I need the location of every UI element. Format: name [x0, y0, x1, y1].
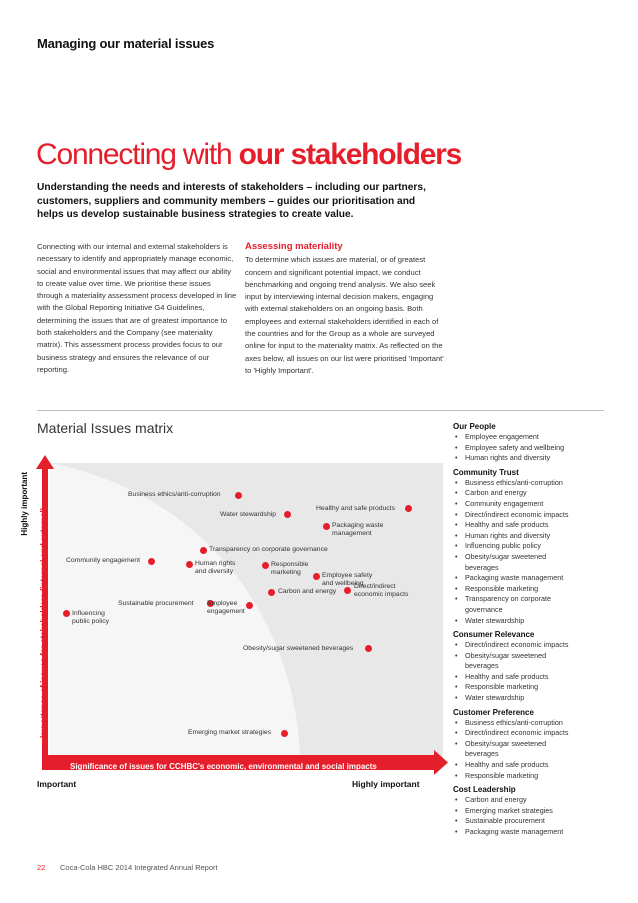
point-marker: [323, 523, 330, 530]
legend-item: • Direct/indirect economic impacts: [453, 640, 628, 651]
page-headline: [36, 138, 461, 172]
legend-item: • Responsible marketing: [453, 771, 628, 782]
legend-item: • Community engagement: [453, 499, 628, 510]
point-label: Human rights and diversity: [195, 560, 236, 576]
point-marker: [186, 561, 193, 568]
legend-item: • Human rights and diversity: [453, 531, 628, 542]
legend-heading-cost-leadership: Cost Leadership: [453, 785, 516, 795]
point-marker: [281, 730, 288, 737]
point-label: Direct/indirect economic impacts: [354, 583, 409, 599]
legend-item: • Influencing public policy: [453, 541, 628, 552]
legend-item: • Transparency on corporate governance: [453, 594, 563, 615]
point-label: Employee engagement: [207, 600, 245, 616]
intro-paragraph: Understanding the needs and interests of stakeholders – including our partners, customers, suppliers and community members – guides our prioritisation and helps us develop sustainable business strategies to create value.: [37, 182, 426, 220]
legend-item: • Water stewardship: [453, 693, 628, 704]
legend-list-consumer-relevance: [453, 640, 628, 704]
legend-heading-community-trust: Community Trust: [453, 467, 519, 477]
headline-bold: our stakeholders: [238, 138, 462, 171]
point-marker: [284, 511, 291, 518]
point-marker: [405, 505, 412, 512]
legend-item: • Water stewardship: [453, 616, 628, 627]
legend-heading-consumer-relevance: Consumer Relevance: [453, 630, 535, 640]
legend-item: • Business ethics/anti-corruption: [453, 718, 628, 729]
point-label: Business ethics/anti-corruption: [128, 491, 221, 498]
point-marker: [313, 573, 320, 580]
point-label: Healthy and safe products: [316, 505, 395, 512]
legend-item: • Healthy and safe products: [453, 520, 628, 531]
page-number: 22: [37, 863, 46, 872]
point-marker: [148, 558, 155, 565]
legend-list-our-people: [453, 432, 628, 464]
point-marker: [246, 602, 253, 609]
legend-item: • Obesity/sugar sweetened beverages: [453, 651, 563, 672]
legend-item: • Sustainable procurement: [453, 816, 628, 827]
legend-heading-customer-preference: Customer Preference: [453, 707, 534, 717]
body-right-column: [245, 241, 445, 377]
legend-item: • Healthy and safe products: [453, 760, 628, 771]
point-marker: [63, 610, 70, 617]
legend-list-cost-leadership: [453, 795, 628, 837]
legend-item: • Packaging waste management: [453, 573, 628, 584]
y-axis-high-label: Highly important: [20, 472, 29, 536]
legend-list-customer-preference: [453, 718, 628, 782]
point-marker: [200, 547, 207, 554]
legend-item: • Employee engagement: [453, 432, 628, 443]
footer-title: Coca-Cola HBC 2014 Integrated Annual Report: [60, 863, 218, 872]
legend-item: • Responsible marketing: [453, 682, 628, 693]
point-label: Water stewardship: [220, 511, 277, 518]
legend-item: • Packaging waste management: [453, 827, 628, 838]
point-label: Community engagement: [66, 557, 141, 564]
legend-item: • Human rights and diversity: [453, 453, 628, 464]
x-axis-high-label: Highly important: [352, 779, 420, 789]
point-label: Sustainable procurement: [118, 600, 194, 607]
section-title: Managing our material issues: [37, 36, 215, 51]
legend-heading-our-people: Our People: [453, 422, 496, 431]
headline-light: Connecting with: [36, 138, 239, 171]
point-label: Emerging market strategies: [188, 729, 272, 736]
y-axis-arrowhead: [36, 455, 54, 469]
legend-item: • Carbon and energy: [453, 488, 628, 499]
point-label: Transparency on corporate governance: [209, 546, 328, 553]
point-label: Obesity/sugar sweetened beverages: [243, 645, 354, 652]
assessing-materiality-heading: Assessing materiality: [245, 241, 343, 252]
point-label: Employee safety and wellbeing: [322, 572, 373, 588]
point-marker: [262, 562, 269, 569]
point-label: Carbon and energy: [278, 588, 337, 595]
point-label: Responsible marketing: [271, 561, 309, 577]
point-label: Influencing public policy: [72, 610, 110, 626]
point-marker: [344, 587, 351, 594]
point-marker: [235, 492, 242, 499]
point-label: Packaging waste management: [332, 522, 384, 538]
legend-item: • Obesity/sugar sweetened beverages: [453, 739, 563, 760]
point-marker: [268, 589, 275, 596]
legend-item: • Direct/indirect economic impacts: [453, 728, 628, 739]
legend-item: • Direct/indirect economic impacts: [453, 510, 628, 521]
section-divider: [37, 410, 604, 411]
legend-item: • Carbon and energy: [453, 795, 628, 806]
x-axis-label: Significance of issues for CCHBC's economic, environmental and social impacts: [70, 762, 377, 771]
legend-item: • Emerging market strategies: [453, 806, 628, 817]
legend-item: • Obesity/sugar sweetened beverages: [453, 552, 563, 573]
legend-list-community-trust: [453, 478, 628, 626]
legend-item: • Business ethics/anti-corruption: [453, 478, 628, 489]
matrix-legend: [453, 421, 628, 842]
assessing-materiality-text: To determine which issues are material, or of greatest concern and significant potential impact, we conduct benchmarking and ongoing trend analysis. We also seek input by interviewing internal decision makers, engaging with external stakeholders on an ongoing basis. Both employees and external stakeholders identified in each of the countries and for the Group as a whole are surveyed online for input to the materiality matrix. As reflected on the axes below, all issues on our list were prioritised 'Important' to 'Highly Important'.: [245, 255, 444, 375]
x-axis-low-label: Important: [37, 779, 77, 789]
body-left-column: Connecting with our internal and external stakeholders is necessary to identify and appropriately manage economic, social and environmental issues that may affect our ability to create value over time. We prioritise these issues through a materiality assessment process developed in line with the Global Reporting Initiative G4 Guidelines, determining the issues that are of greatest importance to both stakeholders and the Company (see materiality matrix). This assessment process provides focus to our business strategy and ensures the relevance of our reporting.: [37, 242, 237, 374]
legend-item: • Healthy and safe products: [453, 672, 628, 683]
matrix-title: Material Issues matrix: [37, 420, 174, 436]
point-marker: [365, 645, 372, 652]
y-axis-label: Importance of issues for stakeholders (internal and external): [39, 507, 48, 739]
legend-item: • Responsible marketing: [453, 584, 628, 595]
legend-item: • Employee safety and wellbeing: [453, 443, 628, 454]
